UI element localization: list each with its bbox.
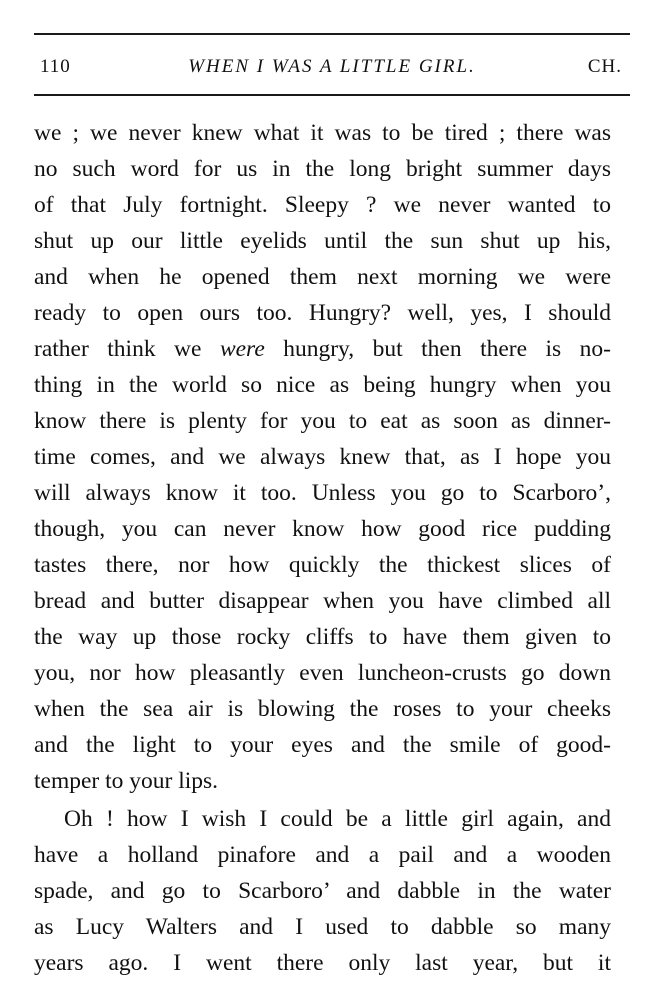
page-number: 110 bbox=[40, 56, 71, 77]
running-title: WHEN I WAS A LITTLE GIRL. bbox=[188, 56, 476, 77]
text-line bbox=[34, 331, 611, 367]
italic-word: were bbox=[219, 336, 265, 362]
text-line: we ; we never knew what it was to be tired ; there was bbox=[34, 120, 611, 146]
header-bottom-rule bbox=[34, 94, 630, 96]
text-line: bread and butter disappear when you have climbed all bbox=[34, 588, 611, 614]
text-line: have a holland pinafore and a pail and a wooden bbox=[34, 842, 611, 868]
text-line: and when he opened them next morning we were bbox=[34, 264, 611, 290]
text-line: though, you can never know how good rice pudding bbox=[34, 516, 611, 542]
text-line: spade, and go to Scarboro’ and dabble in the water bbox=[34, 878, 611, 904]
text-line: thing in the world so nice as being hungry when you bbox=[34, 372, 611, 398]
text-line: know there is plenty for you to eat as soon as dinner- bbox=[34, 408, 611, 434]
text-line: as Lucy Walters and I used to dabble so many bbox=[34, 914, 611, 940]
text-line: tastes there, nor how quickly the thickest slices of bbox=[34, 552, 611, 578]
text-line: of that July fortnight. Sleepy ? we never wanted to bbox=[34, 192, 611, 218]
header-top-rule bbox=[34, 33, 630, 35]
chapter-abbreviation: CH. bbox=[587, 56, 622, 77]
text-line: ready to open ours too. Hungry? well, yes, I should bbox=[34, 300, 611, 326]
text-line: time comes, and we always knew that, as I hope you bbox=[34, 444, 611, 470]
text-line: when the sea air is blowing the roses to your cheeks bbox=[34, 696, 611, 722]
text-line: temper to your lips. bbox=[34, 768, 219, 794]
text-line: and the light to your eyes and the smile of good- bbox=[34, 732, 611, 758]
text-line: will always know it too. Unless you go to Scarboro’, bbox=[34, 480, 611, 506]
text-line: no such word for us in the long bright summer days bbox=[34, 156, 611, 182]
text-run: hungry, but then there is no- bbox=[264, 336, 611, 362]
text-line: Oh ! how I wish I could be a little girl again, and bbox=[64, 806, 611, 832]
text-run: rather think we bbox=[34, 336, 220, 362]
text-line: you, nor how pleasantly even luncheon-crusts go down bbox=[34, 660, 611, 686]
text-line: shut up our little eyelids until the sun shut up his, bbox=[34, 228, 611, 254]
text-line: the way up those rocky cliffs to have them given to bbox=[34, 624, 611, 650]
running-head bbox=[34, 56, 630, 82]
text-line: years ago. I went there only last year, but it bbox=[34, 950, 611, 976]
